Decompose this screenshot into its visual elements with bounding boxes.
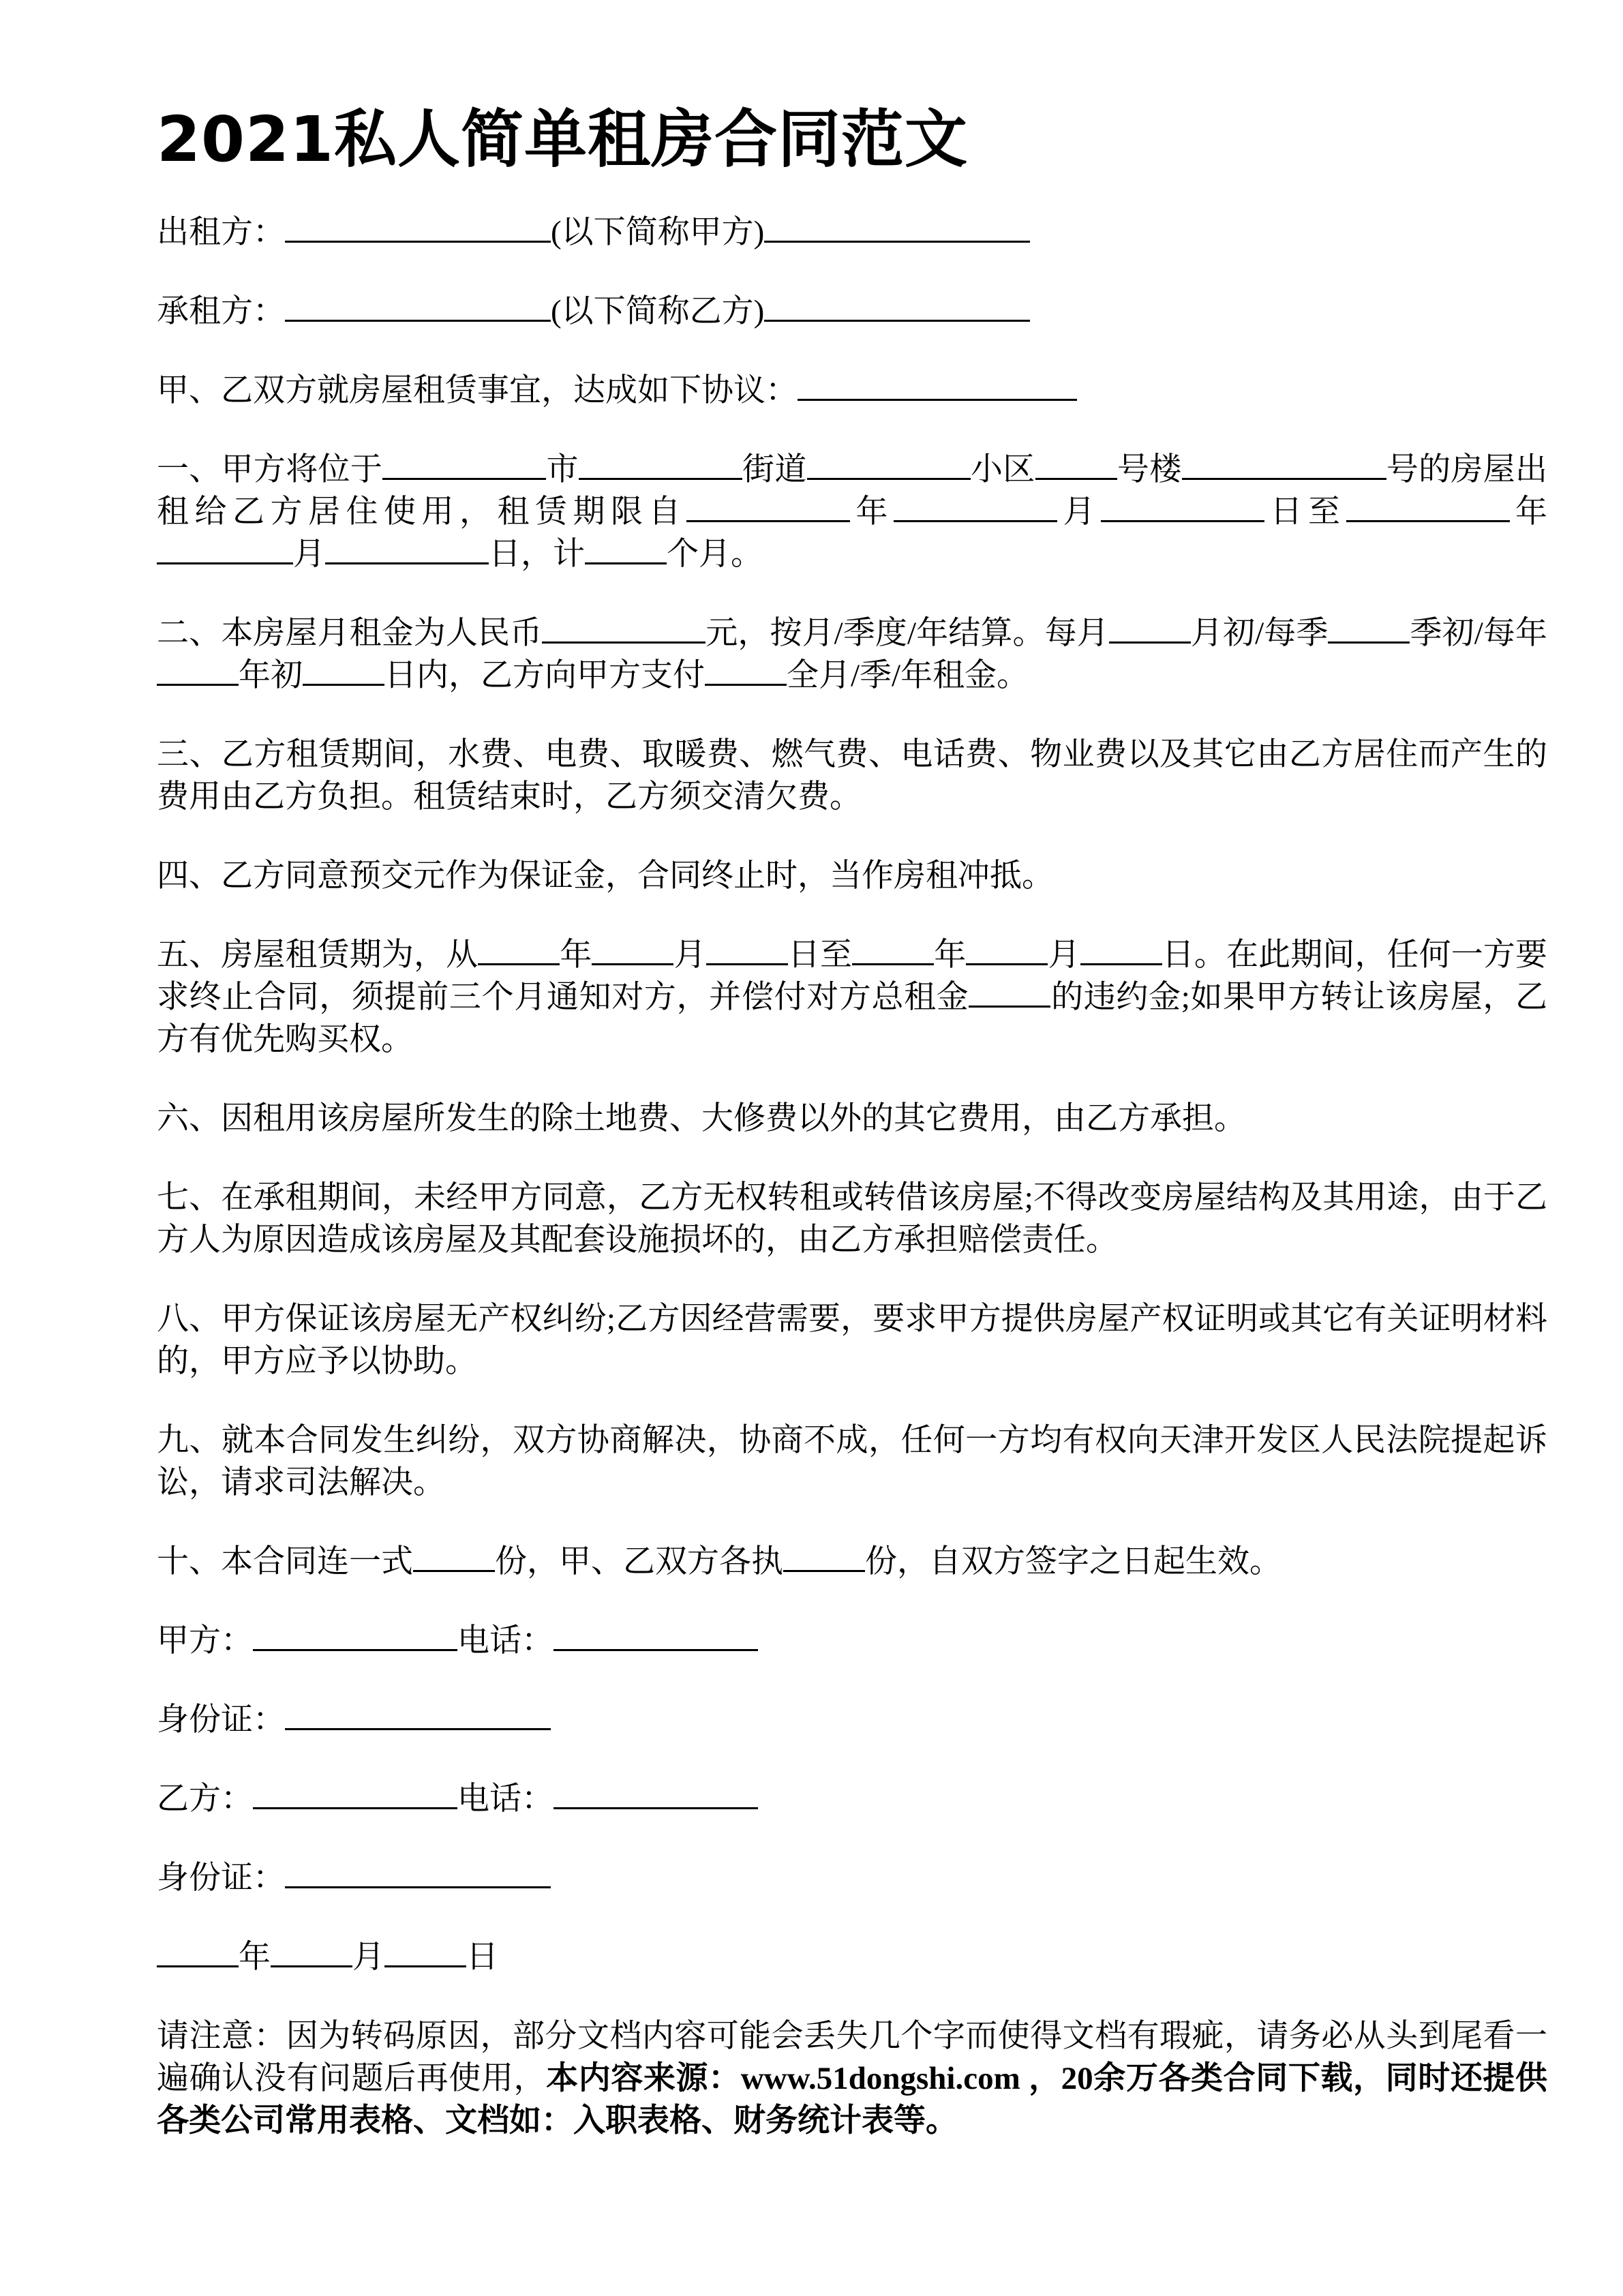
clause-1-text: 一、甲方将位于	[157, 452, 383, 487]
intro-text: 甲、乙双方就房屋租赁事宜，达成如下协议：	[157, 373, 798, 408]
party-b-phone-blank	[553, 1780, 758, 1809]
party-b-id-line	[157, 1857, 1547, 1899]
clause-2-text: 季初/每年	[1410, 616, 1548, 651]
phone-label: 电话：	[457, 1781, 553, 1817]
clause-5-text: 年	[560, 937, 592, 973]
clause-9: 九、就本合同发生纠纷，双方协商解决，协商不成，任何一方均有权向天津开发区人民法院提起诉讼，请求司法解决。	[157, 1423, 1547, 1500]
lessee-name-blank	[285, 292, 551, 322]
copies-blank	[413, 1543, 495, 1572]
clause-5-text: 日。在此期间，任何一方要求终止合同，须提前三个月通知对方，并偿付对方总租金	[157, 937, 1548, 1015]
sign-month-blank	[271, 1938, 352, 1967]
lessee-line	[157, 290, 1547, 333]
clause-4: 四、乙方同意预交元作为保证金，合同终止时，当作房租冲抵。	[157, 858, 1054, 894]
lessee-extra-blank	[764, 292, 1030, 322]
month-label: 月	[352, 1939, 384, 1975]
party-b-sign-line	[157, 1778, 1547, 1820]
party-b-id-blank	[285, 1859, 551, 1888]
intro-line	[157, 369, 1547, 412]
intro-blank	[798, 372, 1077, 401]
id-label: 身份证：	[157, 1702, 285, 1738]
monthly-blank	[1109, 614, 1191, 644]
clause-1-text: 街道	[742, 452, 807, 487]
clause-5-text: 五、房屋租赁期为，从	[157, 937, 479, 973]
months-blank	[585, 535, 667, 564]
party-a-id-line	[157, 1699, 1547, 1741]
start-month-blank	[894, 493, 1057, 522]
quarterly-blank	[1328, 614, 1410, 644]
lessee-label: 承租方：	[157, 294, 285, 329]
clause-1-text: 个月。	[667, 537, 763, 572]
clause-5-text: 月	[1048, 937, 1080, 973]
city-blank	[382, 451, 546, 480]
lease-end-month-blank	[966, 936, 1048, 965]
clause-10	[157, 1541, 1547, 1583]
party-a-id-blank	[285, 1701, 551, 1730]
clause-1-text: 月	[293, 537, 325, 572]
phone-label: 电话：	[457, 1623, 553, 1659]
end-year-blank	[1346, 493, 1510, 522]
party-b-label: 乙方：	[157, 1781, 253, 1817]
clause-1-text: 市	[546, 452, 579, 487]
clause-5-text: 月	[673, 937, 706, 973]
lease-end-year-blank	[852, 936, 934, 965]
lease-start-day-blank	[706, 936, 788, 965]
clause-7: 七、在承租期间，未经甲方同意，乙方无权转租或转借该房屋;不得改变房屋结构及其用途，由于乙方人为原因造成该房屋及其配套设施损坏的，由乙方承担赔偿责任。	[157, 1180, 1547, 1258]
rent-amount-blank	[542, 614, 706, 644]
building-blank	[1035, 451, 1117, 480]
start-year-blank	[686, 493, 850, 522]
each-copies-blank	[783, 1543, 865, 1572]
clause-10-text: 份，甲、乙双方各执	[495, 1544, 783, 1580]
day-label: 日	[466, 1939, 498, 1975]
clause-5	[157, 934, 1547, 1061]
penalty-blank	[969, 978, 1050, 1008]
notice-source-text: 本内容来源：www.51dongshi.com ，20余万各类合同下载，同时还提供各类公司常用表格、文档如：入职表格、财务统计表等。	[157, 2061, 1548, 2139]
room-blank	[1182, 451, 1386, 480]
lease-end-day-blank	[1080, 936, 1162, 965]
document-page	[157, 102, 1547, 2179]
clause-3: 三、乙方租赁期间，水费、电费、取暖费、燃气费、电话费、物业费以及其它由乙方居住而产生的费用由乙方负担。租赁结束时，乙方须交清欠费。	[157, 737, 1547, 815]
lessor-label: 出租方：	[157, 215, 285, 250]
clause-1-text: 日，计	[489, 537, 585, 572]
clause-6: 六、因租用该房屋所发生的除土地费、大修费以外的其它费用，由乙方承担。	[157, 1101, 1246, 1136]
community-blank	[807, 451, 971, 480]
notice-text: 请注意：因为转码原因，部分文档内容可能会丢失几个字而使得文档有瑕疵，请务必从头到尾看一遍确认没有问题后再使用，	[157, 2019, 1547, 2096]
clause-10-text: 十、本合同连一式	[157, 1544, 413, 1580]
clause-1-text: 年	[850, 494, 894, 530]
party-a-phone-blank	[553, 1622, 758, 1651]
document-title: 2021私人简单租房合同范文	[157, 103, 969, 176]
yearly-blank	[157, 656, 239, 686]
notice	[157, 2015, 1547, 2142]
party-a-blank	[253, 1622, 457, 1651]
clause-1-text: 号的房屋出租给乙方居住使用，租赁期限自	[157, 452, 1548, 530]
clause-10-text: 份，自双方签字之日起生效。	[865, 1544, 1281, 1580]
clause-1-text: 小区	[970, 452, 1035, 487]
clause-5-text: 年	[934, 937, 967, 973]
clause-1-text: 号楼	[1117, 452, 1182, 487]
start-day-blank	[1101, 493, 1264, 522]
clause-2-text: 元，按月/季度/年结算。每月	[706, 616, 1109, 651]
lessee-note: (以下简称乙方)	[551, 294, 765, 329]
lessor-line	[157, 211, 1547, 254]
year-label: 年	[239, 1939, 271, 1975]
end-month-blank	[157, 535, 293, 564]
party-b-blank	[253, 1780, 457, 1809]
street-blank	[579, 451, 742, 480]
clause-2-text: 月初/每季	[1190, 616, 1329, 651]
lessor-name-blank	[285, 213, 551, 243]
clause-2-text: 年初	[239, 658, 303, 693]
clause-2-text: 二、本房屋月租金为人民币	[157, 616, 543, 651]
sign-day-blank	[384, 1938, 466, 1967]
clause-1	[157, 449, 1547, 575]
clause-5-text: 的违约金;如果甲方转让该房屋，乙方有优先购买权。	[157, 980, 1548, 1057]
date-line	[157, 1936, 1547, 1978]
clause-8: 八、甲方保证该房屋无产权纠纷;乙方因经营需要，要求甲方提供房屋产权证明或其它有关证明材料的，甲方应予以协助。	[157, 1301, 1547, 1379]
clause-1-text: 日至	[1264, 494, 1346, 530]
lease-start-year-blank	[478, 936, 560, 965]
payment-blank	[705, 656, 787, 686]
sign-year-blank	[157, 1938, 239, 1967]
id-label: 身份证：	[157, 1860, 285, 1896]
clause-2-text: 全月/季/年租金。	[787, 658, 1029, 693]
lessor-note: (以下简称甲方)	[551, 215, 765, 250]
clause-2-text: 日内，乙方向甲方支付	[384, 658, 705, 693]
lease-start-month-blank	[592, 936, 673, 965]
end-day-blank	[325, 535, 489, 564]
clause-2	[157, 612, 1547, 697]
clause-1-text: 年	[1509, 494, 1547, 530]
party-a-label: 甲方：	[157, 1623, 253, 1659]
clause-5-text: 日至	[787, 937, 853, 973]
party-a-sign-line	[157, 1620, 1547, 1662]
clause-1-text: 月	[1057, 494, 1101, 530]
lessor-extra-blank	[764, 213, 1030, 243]
days-blank	[303, 656, 384, 686]
